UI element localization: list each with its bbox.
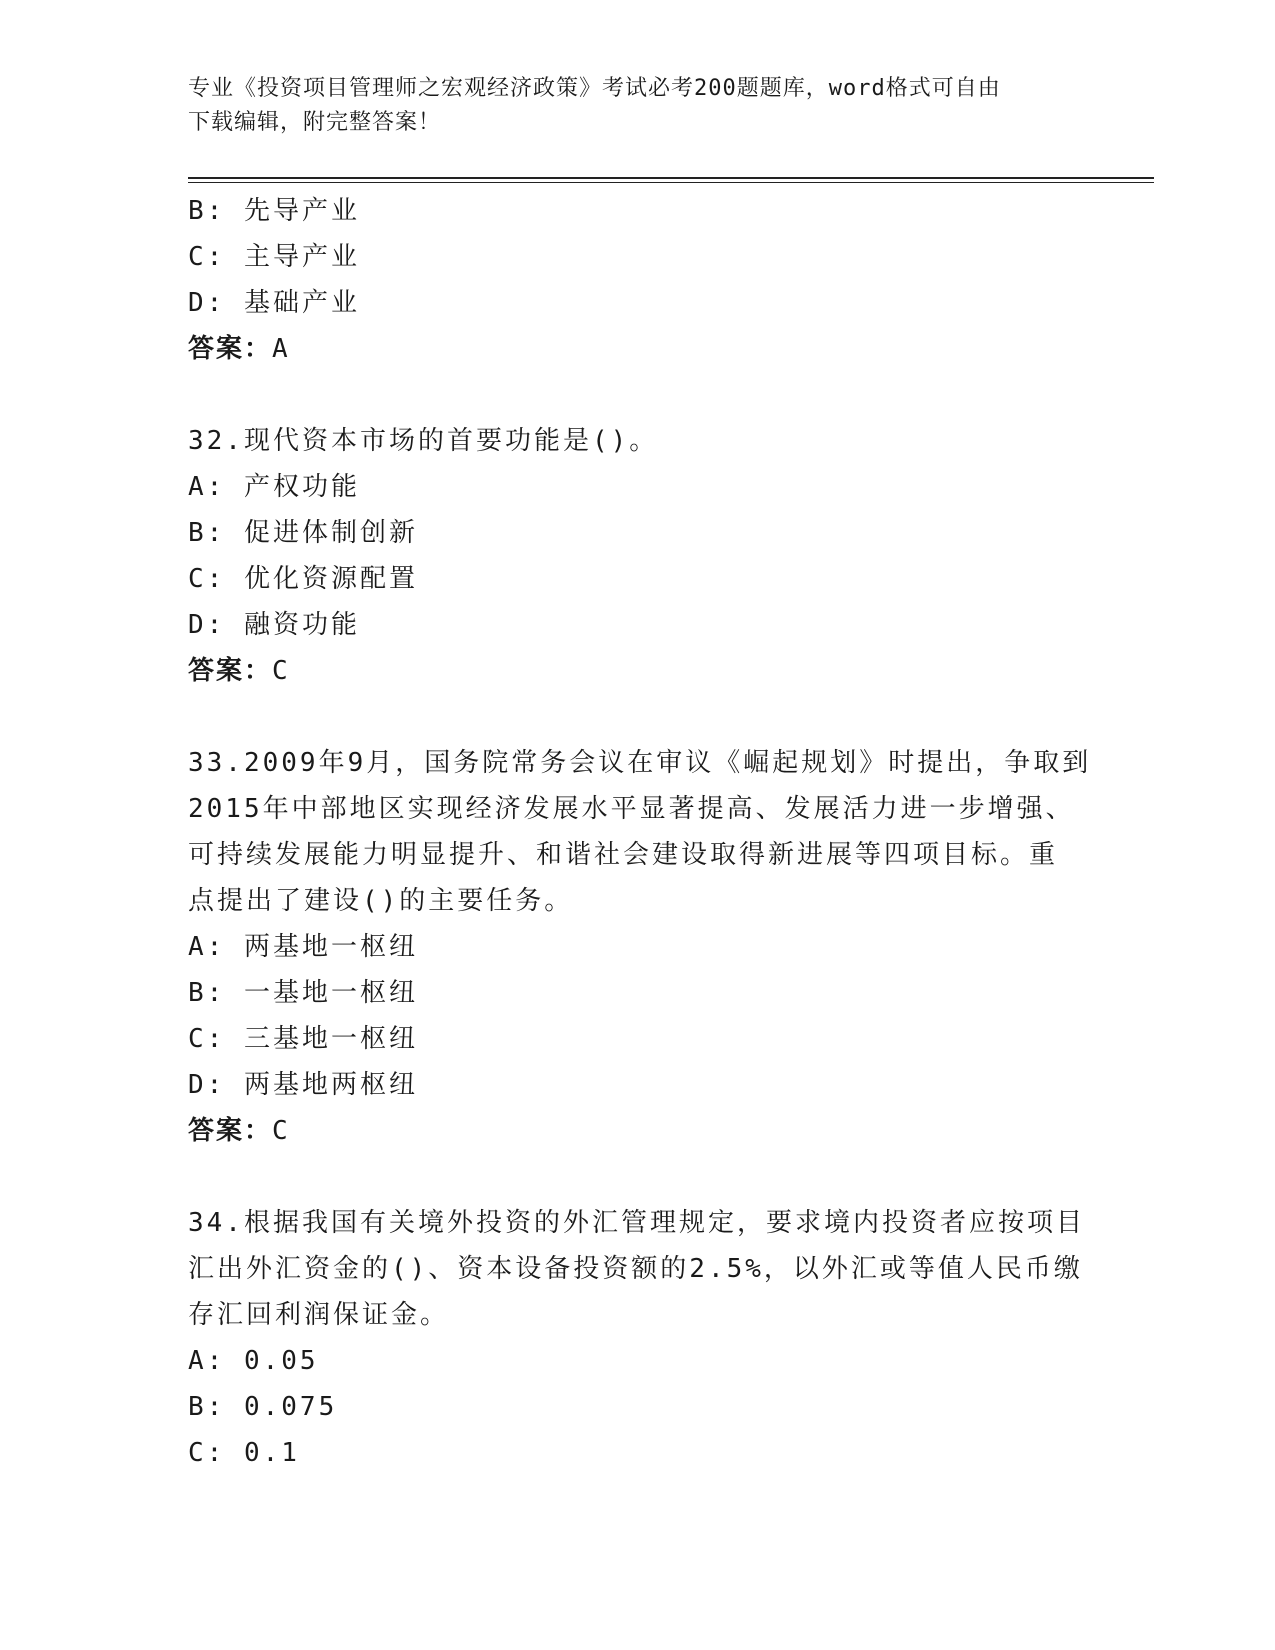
question-stem-line: 存汇回利润保证金。 <box>188 1300 450 1330</box>
option-b: B: 一基地一枢纽 <box>188 978 418 1008</box>
question-stem-line: 汇出外汇资金的()、资本设备投资额的2.5%，以外汇或等值人民币缴 <box>188 1254 1083 1284</box>
answer-label: 答案： <box>188 334 273 364</box>
option-c: C: 优化资源配置 <box>188 564 418 594</box>
answer-label: 答案： <box>188 1116 273 1146</box>
question-stem-line: 2015年中部地区实现经济发展水平显著提高、发展活力进一步增强、 <box>188 794 1075 824</box>
question-31-tail <box>188 188 1088 372</box>
answer-line <box>188 648 1088 694</box>
question-stem-line: 34.根据我国有关境外投资的外汇管理规定，要求境内投资者应按项目 <box>188 1208 1085 1238</box>
answer-value: C <box>272 656 290 686</box>
option-d: D: 融资功能 <box>188 610 360 640</box>
question-list <box>188 188 1092 1476</box>
document-header <box>188 72 1088 140</box>
question-34 <box>188 1200 1088 1476</box>
answer-line <box>188 1108 1088 1154</box>
question-stem-line: 点提出了建设()的主要任务。 <box>188 886 574 916</box>
option-d: D: 基础产业 <box>188 288 360 318</box>
header-divider-thin <box>188 182 1154 183</box>
option-a: A: 产权功能 <box>188 472 360 502</box>
question-stem-line: 33.2009年9月，国务院常务会议在审议《崛起规划》时提出，争取到 <box>188 748 1092 778</box>
header-divider-thick <box>188 177 1154 179</box>
option-b: B: 先导产业 <box>188 196 360 226</box>
question-stem-line: 可持续发展能力明显提升、和谐社会建设取得新进展等四项目标。重 <box>188 840 1059 870</box>
question-33 <box>188 740 1092 1154</box>
question-32 <box>188 418 1088 694</box>
option-c: C: 0.1 <box>188 1438 300 1468</box>
answer-value: C <box>272 1116 290 1146</box>
answer-line <box>188 326 1088 372</box>
header-line-2: 下载编辑，附完整答案！ <box>188 110 442 135</box>
question-stem: 32.现代资本市场的首要功能是()。 <box>188 426 659 456</box>
answer-value: A <box>272 334 290 364</box>
header-line-1: 专业《投资项目管理师之宏观经济政策》考试必考200题题库，word格式可自由 <box>188 76 1001 101</box>
option-b: B: 0.075 <box>188 1392 338 1422</box>
option-a: A: 0.05 <box>188 1346 319 1376</box>
option-a: A: 两基地一枢纽 <box>188 932 418 962</box>
answer-label: 答案： <box>188 656 273 686</box>
option-b: B: 促进体制创新 <box>188 518 418 548</box>
option-d: D: 两基地两枢纽 <box>188 1070 418 1100</box>
option-c: C: 主导产业 <box>188 242 360 272</box>
option-c: C: 三基地一枢纽 <box>188 1024 418 1054</box>
